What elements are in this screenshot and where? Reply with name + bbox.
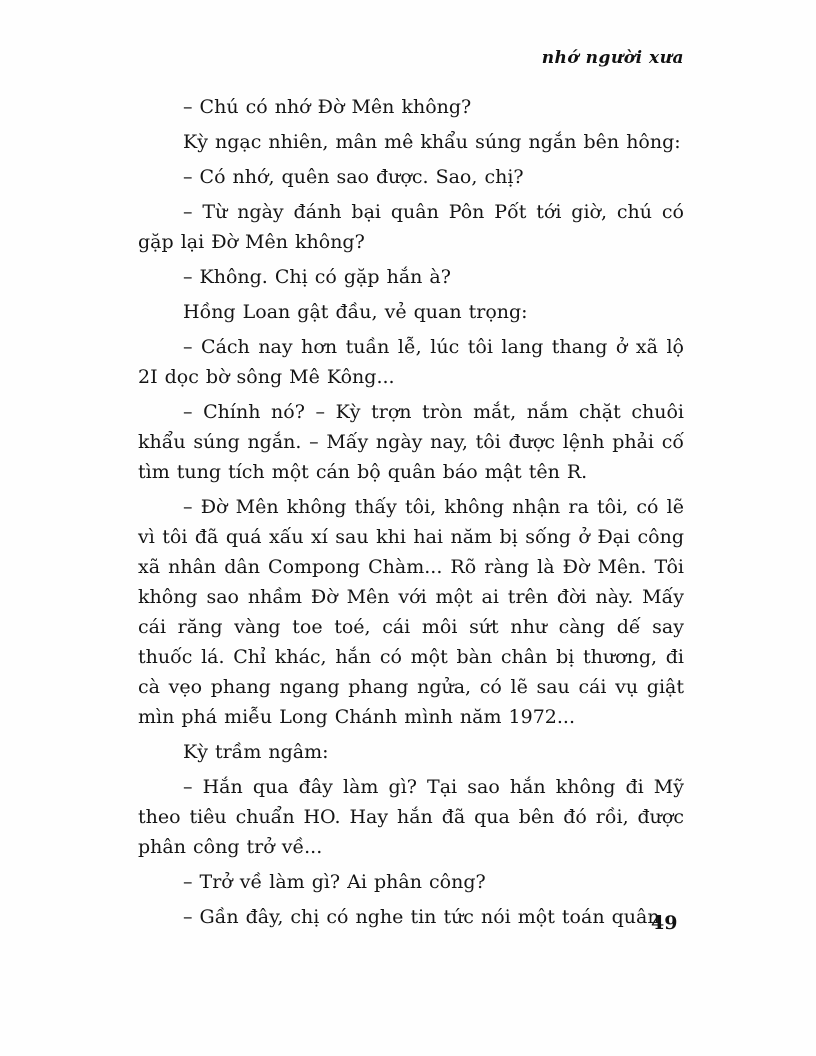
paragraph: – Hắn qua đây làm gì? Tại sao hắn không đi Mỹ theo tiêu chuẩn HO. Hay hắn đã qua bên đó rồi, được phân công trở về... (138, 776, 684, 858)
paragraph: – Cách nay hơn tuần lễ, lúc tôi lang thang ở xã lộ 2I dọc bờ sông Mê Kông... (138, 336, 684, 388)
paragraph: – Trở về làm gì? Ai phân công? (183, 871, 486, 893)
body-text (138, 92, 684, 937)
paragraph: – Có nhớ, quên sao được. Sao, chị? (183, 166, 524, 188)
paragraph: – Đờ Mên không thấy tôi, không nhận ra tôi, có lẽ vì tôi đã quá xấu xí sau khi hai năm bị sống ở Đại công xã nhân dân Compong Chàm... Rõ ràng là Đờ Mên. Tôi không sao nhầm Đờ Mên với một ai trên đời này. Mấy cái răng vàng toe toé, cái môi sứt như càng dế say thuốc lá. Chỉ khác, hắn có một bàn chân bị thương, đi cà vẹo phang ngang phang ngửa, có lẽ sau cái vụ giật mìn phá miễu Long Chánh mình năm 1972... (138, 496, 684, 728)
paragraph: Hồng Loan gật đầu, vẻ quan trọng: (183, 301, 528, 323)
paragraph: Kỳ ngạc nhiên, mân mê khẩu súng ngắn bên hông: (183, 131, 681, 153)
paragraph: – Chính nó? – Kỳ trợn tròn mắt, nắm chặt chuôi khẩu súng ngắn. – Mấy ngày nay, tôi được lệnh phải cố tìm tung tích một cán bộ quân báo mật tên R. (138, 401, 684, 483)
paragraph: – Không. Chị có gặp hắn à? (183, 266, 451, 288)
paragraph: – Gần đây, chị có nghe tin tức nói một toán quân (183, 906, 660, 928)
paragraph: – Chú có nhớ Đờ Mên không? (183, 96, 472, 118)
page-number: 49 (651, 912, 678, 934)
paragraph: – Từ ngày đánh bại quân Pôn Pốt tới giờ, chú có gặp lại Đờ Mên không? (138, 201, 684, 253)
paragraph: Kỳ trầm ngâm: (183, 741, 329, 763)
running-header: nhớ người xưa (541, 48, 684, 68)
